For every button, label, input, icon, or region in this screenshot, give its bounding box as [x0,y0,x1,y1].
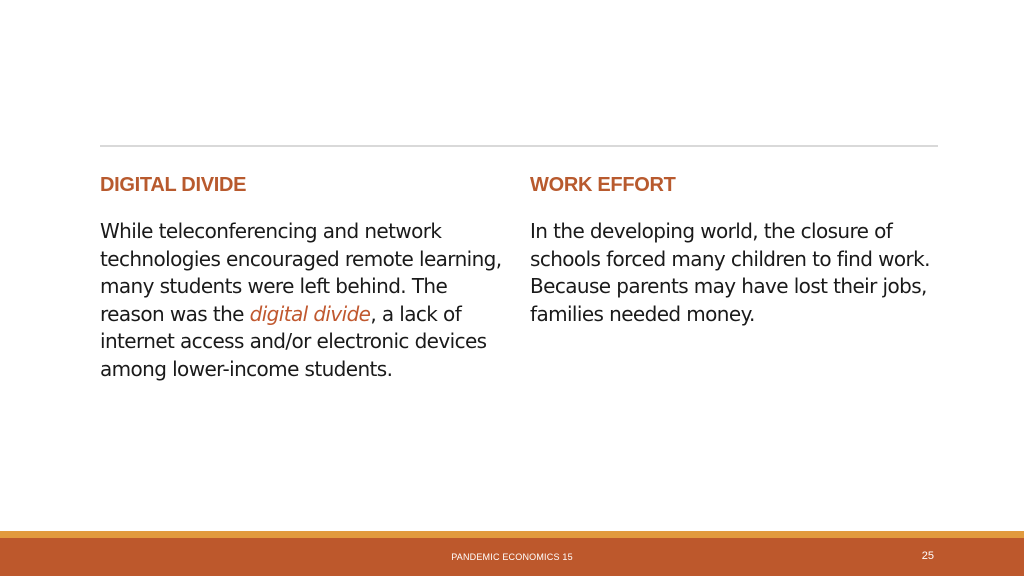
page-number: 25 [921,550,934,562]
footer-title: PANDEMIC ECONOMICS 15 [451,552,573,562]
digital-divide-emphasis: digital divide [249,301,371,326]
footer-accent-stripe [0,531,1024,538]
right-heading: WORK EFFORT [530,174,676,196]
left-column [100,172,505,384]
left-body-text-end: , a lack of internet access and/or electronic devices among lower-income students. [100,301,487,381]
footer-bar [0,538,1024,576]
left-body [100,218,505,384]
right-column [530,172,945,328]
left-heading: DIGITAL DIVIDE [100,174,247,196]
top-divider [100,145,938,147]
right-body: In the developing world, the closure of schools forced many children to find work. Because parents may have lost their jobs, families needed money. [530,219,930,326]
left-body-text-start: While teleconferencing and network technologies encouraged remote learning, many students were left behind. The reason was the [100,219,502,326]
